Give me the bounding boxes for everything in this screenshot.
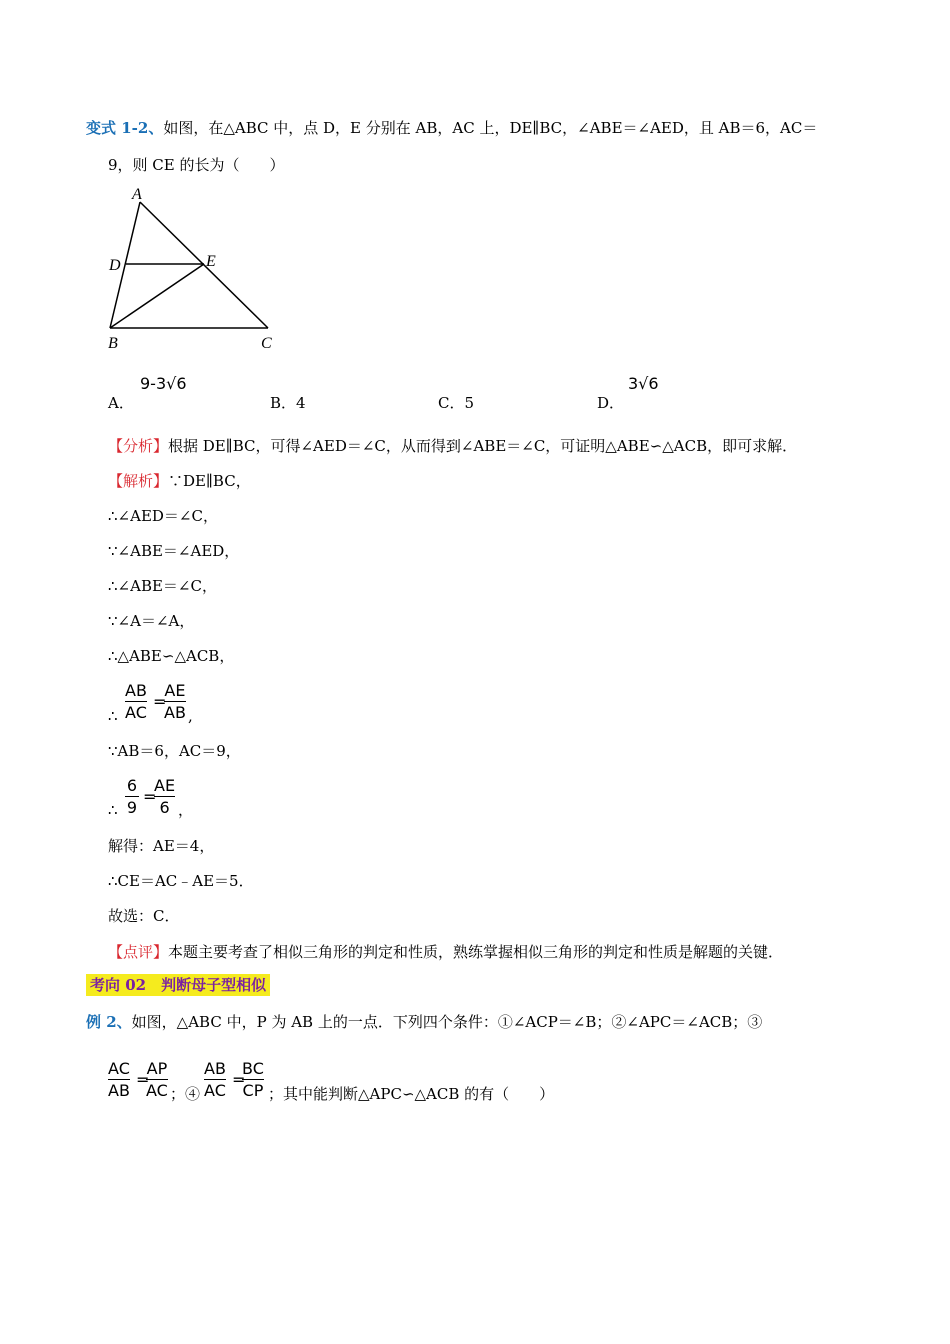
- fraction-ae-ab: [164, 681, 186, 722]
- solution-step-1: ∵DE∥BC，: [168, 472, 251, 490]
- fraction-numerator: 6: [126, 776, 138, 795]
- fraction-numerator: AE: [164, 681, 186, 700]
- option-a-value: 9-3√6: [140, 374, 187, 393]
- triangle-figure: [100, 182, 290, 354]
- option-c-label: C．: [438, 394, 465, 412]
- problem-text-1: 如图，在△ABC 中，点 D，E 分别在 AB，AC 上，DE∥BC，∠ABE＝∠AED，且 AB＝6，AC＝: [163, 119, 818, 137]
- solution-step-12: 故选：C．: [108, 907, 180, 925]
- analysis-text: 根据 DE∥BC，可得∠AED＝∠C，从而得到∠ABE＝∠C，可证明△ABE∽△ACB，即可求解．: [168, 437, 798, 455]
- problem-line-1: [86, 118, 817, 138]
- option-b-label: B．: [270, 394, 297, 412]
- therefore-symbol-1: ∴: [108, 707, 118, 725]
- equals-sign: =: [143, 787, 157, 806]
- problem-label: 变式 1-2、: [86, 119, 164, 137]
- fraction-ab-ac-2: [204, 1059, 226, 1100]
- equals-sign: =: [136, 1070, 150, 1089]
- fraction-bc-cp: [242, 1059, 264, 1100]
- comment-line: [108, 942, 783, 962]
- point-label-d: D: [109, 257, 121, 274]
- comma: ，: [178, 801, 194, 819]
- solution-step-5: ∵∠A＝∠A，: [108, 612, 195, 630]
- fraction-numerator: AB: [125, 681, 147, 700]
- fraction-numerator: AC: [108, 1059, 130, 1078]
- fraction-numerator: BC: [242, 1059, 264, 1078]
- point-label-e: E: [206, 253, 216, 270]
- fraction-numerator: AB: [204, 1059, 226, 1078]
- option-c: [438, 392, 474, 413]
- problem-line-2: 9，则 CE 的长为（ ）: [108, 156, 285, 174]
- option-d-value: 3√6: [628, 374, 659, 393]
- fraction-denominator: 6: [159, 798, 170, 817]
- option-b: [270, 392, 306, 413]
- section-heading: 考向 02 判断母子型相似: [86, 974, 270, 996]
- analysis-line: [108, 436, 797, 456]
- fraction-denominator: AB: [108, 1081, 130, 1100]
- solution-step-8: ∵AB＝6，AC＝9，: [108, 742, 241, 760]
- solution-tag: 【解析】: [108, 472, 169, 490]
- segment-be: [110, 264, 204, 328]
- comment-text: 本题主要考查了相似三角形的判定和性质，熟练掌握相似三角形的判定和性质是解题的关键．: [168, 943, 784, 961]
- fraction-6-9: [125, 776, 139, 817]
- equals-sign: =: [153, 692, 167, 711]
- point-label-c: C: [261, 335, 272, 352]
- option-b-value: 4: [296, 394, 306, 412]
- example-label: 例 2、: [86, 1013, 132, 1031]
- solution-line-1: [108, 471, 251, 491]
- fraction-denominator: 9: [126, 798, 138, 817]
- condition-separator: ；④: [170, 1085, 201, 1103]
- solution-step-10: 解得：AE＝4，: [108, 837, 215, 855]
- fraction-denominator: CP: [242, 1081, 264, 1100]
- analysis-tag: 【分析】: [108, 437, 169, 455]
- fraction-denominator: AC: [146, 1081, 168, 1100]
- option-a-label: A．: [108, 394, 134, 412]
- point-label-a: A: [132, 186, 142, 203]
- example-line-1: [86, 1012, 762, 1032]
- fraction-ac-ab: [108, 1059, 130, 1100]
- therefore-symbol-2: ∴: [108, 801, 118, 819]
- solution-step-3: ∵∠ABE＝∠AED，: [108, 542, 240, 560]
- fraction-ap-ac: [146, 1059, 168, 1100]
- fraction-denominator: AC: [125, 703, 147, 722]
- fraction-ab-ac: [125, 681, 147, 722]
- option-c-value: 5: [464, 394, 475, 412]
- fraction-denominator: AB: [164, 703, 186, 722]
- fraction-numerator: AE: [154, 776, 176, 795]
- solution-step-2: ∴∠AED＝∠C，: [108, 507, 218, 525]
- fraction-numerator: AP: [146, 1059, 168, 1078]
- comment-tag: 【点评】: [108, 943, 169, 961]
- comma: ,: [188, 707, 193, 725]
- equals-sign: =: [232, 1070, 246, 1089]
- solution-step-6: ∴△ABE∽△ACB，: [108, 647, 235, 665]
- solution-step-4: ∴∠ABE＝∠C，: [108, 577, 217, 595]
- fraction-ae-6: [154, 776, 175, 817]
- point-label-b: B: [108, 335, 118, 352]
- example-tail: ；其中能判断△APC∽△ACB 的有（ ）: [268, 1085, 555, 1103]
- fraction-denominator: AC: [204, 1081, 226, 1100]
- example-text: 如图，△ABC 中，P 为 AB 上的一点．下列四个条件：①∠ACP＝∠B；②∠APC＝∠ACB；③: [131, 1013, 763, 1031]
- solution-step-11: ∴CE＝AC﹣AE＝5．: [108, 872, 254, 890]
- option-d-label: D．: [597, 394, 625, 412]
- segment-ac: [140, 202, 268, 328]
